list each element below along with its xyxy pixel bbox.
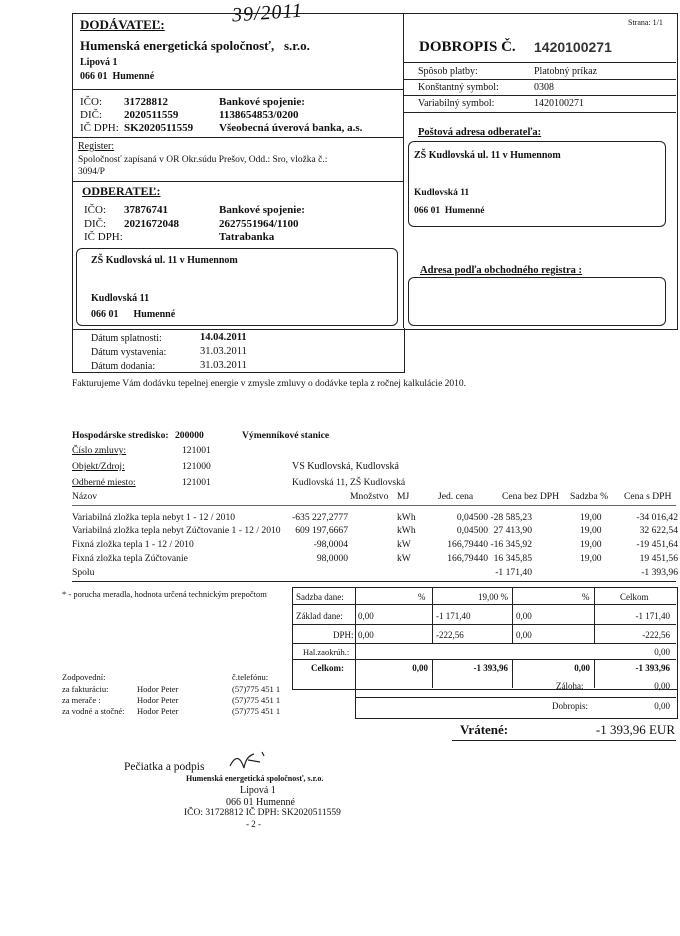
sum-0: 0,00	[412, 663, 428, 673]
vat-base-19: -1 171,40	[436, 611, 471, 621]
item-row	[72, 512, 678, 524]
refund-label: Vrátené:	[460, 722, 509, 737]
rounding-value: 0,00	[654, 647, 670, 657]
customer-heading: ODBERATEĽ:	[82, 184, 161, 198]
supplier-bank-label: Bankové spojenie:	[219, 96, 305, 108]
item-gross: 32 622,54	[639, 525, 678, 536]
vat-base-other: 0,00	[516, 611, 532, 621]
item-net: 27 413,90	[493, 525, 532, 536]
issue-label: Dátum vystavenia:	[91, 347, 167, 358]
postal-heading: Poštová adresa odberateľa:	[418, 127, 542, 138]
supplier-icdph-label: IČ DPH:	[80, 122, 119, 134]
advance-value: 0,00	[654, 681, 670, 691]
item-net: 16 345,85	[493, 553, 532, 564]
col-rate: Sadzba %	[570, 491, 609, 502]
center-name: Výmenníkové stanice	[242, 430, 330, 441]
delivery-date: 31.03.2011	[200, 360, 247, 371]
object-name: VS Kudlovská, Kudlovská	[292, 461, 399, 472]
customer-ico: 37876741	[124, 204, 168, 216]
responsible-person: Hodor Peter	[137, 695, 179, 705]
col-qty: Množstvo	[350, 491, 389, 502]
total-gross: -1 393,96	[641, 567, 678, 578]
total-net: -1 171,40	[495, 567, 532, 578]
responsible-phone: (57)775 451 1	[232, 684, 281, 694]
supplier-ico-label: IČO:	[80, 96, 102, 108]
item-qty: 98,0000	[316, 553, 348, 564]
item-name: Variabilná zložka tepla nebyt Zúčtovanie 1 - 12 / 2010	[72, 525, 281, 536]
vat-base-total: -1 171,40	[635, 611, 670, 621]
delivery-label: Dátum dodania:	[91, 361, 156, 372]
supplier-ico: 31728812	[124, 96, 168, 108]
sum-19: -1 393,96	[473, 663, 508, 673]
handwritten-note: 39/2011	[231, 0, 304, 27]
supplier-icdph: SK2020511559	[124, 122, 194, 134]
item-row	[72, 553, 678, 565]
contract-label: Číslo zmluvy:	[72, 445, 127, 456]
supplier-dic: 2020511559	[124, 109, 179, 121]
item-unit: kW	[397, 553, 411, 564]
intro-text: Fakturujeme Vám dodávku tepelnej energie v zmysle zmluvy o dodávke tepla z ročnej kalkulácie 2010.	[72, 379, 467, 389]
register-label: Register:	[78, 141, 115, 152]
payment-value: Platobný príkaz	[534, 66, 598, 77]
total-label: Spolu	[72, 567, 95, 578]
item-name: Fixná zložka tepla 1 - 12 / 2010	[72, 539, 194, 550]
footnote: * - porucha meradla, hodnota určená technickým prepočtom	[62, 589, 267, 599]
due-label: Dátum splatnosti:	[91, 333, 162, 344]
items-header-row	[72, 491, 678, 503]
vat-dph-0: 0,00	[358, 630, 374, 640]
supplier-street: Lipová 1	[80, 57, 118, 68]
item-row	[72, 539, 678, 551]
responsible-role: za merače :	[62, 695, 101, 705]
var-value: 1420100271	[534, 98, 584, 109]
item-row	[72, 525, 678, 537]
vat-dph-label: DPH:	[333, 630, 354, 640]
item-qty: -98,0004	[313, 539, 348, 550]
item-name: Variabilná zložka tepla nebyt 1 - 12 / 2010	[72, 512, 236, 523]
customer-icdph-label: IČ DPH:	[84, 231, 123, 243]
col-gross: Cena s DPH	[624, 491, 672, 502]
item-gross: 19 451,56	[639, 553, 678, 564]
item-rate: 19,00	[580, 525, 602, 536]
stamp-line-1: Humenská energetická spoločnosť, s.r.o.	[186, 774, 324, 783]
vat-dph-other: 0,00	[516, 630, 532, 640]
phone-heading: č.telefónu:	[232, 672, 269, 682]
item-unit: kWh	[397, 525, 416, 536]
var-label: Variabilný symbol:	[418, 98, 495, 109]
responsible-phone: (57)775 451 1	[232, 695, 281, 705]
items-total-row	[72, 567, 678, 579]
responsible-phone: (57)775 451 1	[232, 706, 281, 716]
issue-date: 31.03.2011	[200, 346, 247, 357]
refund-value: -1 393,96 EUR	[595, 722, 675, 737]
signature-mark	[226, 746, 272, 774]
responsible-role: za vodné a stočné:	[62, 706, 125, 716]
center-label: Hospodárske stredisko:	[72, 430, 169, 441]
postal-street: Kudlovská 11	[414, 188, 470, 198]
object-value: 121000	[182, 461, 211, 472]
rounding-label: Hal.zaokrúh.:	[303, 647, 350, 657]
place-label: Odberné miesto:	[72, 477, 136, 488]
vat-pct-2: %	[582, 592, 590, 602]
supplier-heading: DODÁVATEĽ:	[80, 17, 165, 32]
place-name: Kudlovská 11, ZŠ Kudlovská	[292, 477, 406, 488]
place-value: 121001	[182, 477, 211, 488]
col-unit-price: Jed. cena	[438, 491, 474, 502]
vat-rate-19: 19,00 %	[478, 592, 508, 602]
credit-label: Dobropis:	[552, 701, 588, 711]
advance-label: Záloha:	[556, 681, 584, 691]
sum-label: Celkom:	[311, 663, 344, 673]
contract-value: 121001	[182, 445, 211, 456]
stamp-line-3: 066 01 Humenné	[226, 797, 295, 808]
vat-base-label: Základ dane:	[296, 611, 343, 621]
customer-dic-label: DIČ:	[84, 218, 106, 230]
vat-base-0: 0,00	[358, 611, 374, 621]
customer-city: 066 01 Humenné	[91, 309, 176, 320]
due-date: 14.04.2011	[200, 332, 247, 343]
customer-dic: 2021672048	[124, 218, 179, 230]
postal-name: ZŠ Kudlovská ul. 11 v Humennom	[414, 150, 561, 161]
const-value: 0308	[534, 82, 554, 93]
register-address-heading: Adresa podľa obchodného registra :	[420, 265, 583, 276]
supplier-bank-name: Všeobecná úverová banka, a.s.	[219, 122, 363, 134]
vat-rate-label: Sadzba dane:	[296, 592, 344, 602]
stamp-line-2: Lipová 1	[240, 785, 276, 796]
register-address-box	[408, 277, 666, 326]
item-unit: kW	[397, 539, 411, 550]
item-unit-price: 0,04500	[456, 512, 488, 523]
item-rate: 19,00	[580, 553, 602, 564]
stamp-line-4: IČO: 31728812 IČ DPH: SK2020511559	[184, 808, 341, 818]
vat-dph-19: -222,56	[436, 630, 464, 640]
const-label: Konštantný symbol:	[418, 82, 499, 93]
item-unit-price: 166,79440	[447, 539, 488, 550]
item-gross: -34 016,42	[636, 512, 678, 523]
document-number: 1420100271	[534, 39, 612, 55]
col-unit: MJ	[397, 491, 410, 502]
credit-value: 0,00	[654, 701, 670, 711]
item-rate: 19,00	[580, 539, 602, 550]
col-name: Názov	[72, 491, 98, 502]
page-label: Strana: 1/1	[628, 18, 663, 27]
responsible-person: Hodor Peter	[137, 706, 179, 716]
supplier-dic-label: DIČ:	[80, 109, 102, 121]
stamp-line-5: - 2 -	[246, 819, 261, 829]
customer-bank-account: 2627551964/1100	[219, 218, 299, 230]
item-rate: 19,00	[580, 512, 602, 523]
item-qty: 609 197,6667	[295, 525, 348, 536]
customer-bank-name: Tatrabanka	[219, 231, 275, 243]
item-net: -28 585,23	[490, 512, 532, 523]
item-qty: -635 227,2777	[292, 512, 348, 523]
payment-label: Spôsob platby:	[418, 66, 478, 77]
vat-dph-total: -222,56	[642, 630, 670, 640]
register-text-1: Spoločnosť zapísaná v OR Okr.súdu Prešov, Odd.: Sro, vložka č.:	[78, 155, 328, 165]
sum-total: -1 393,96	[635, 663, 670, 673]
register-text-2: 3094/P	[78, 167, 105, 177]
stamp-label: Pečiatka a podpis	[124, 761, 205, 773]
supplier-bank-account: 1138654853/0200	[219, 109, 299, 121]
vat-total-col: Celkom	[620, 592, 649, 602]
responsible-heading: Zodpovední:	[62, 672, 106, 682]
vat-pct-0: %	[418, 592, 426, 602]
customer-ico-label: IČO:	[84, 204, 106, 216]
customer-name: ZŠ Kudlovská ul. 11 v Humennom	[91, 255, 238, 266]
document-title: DOBROPIS Č.	[419, 39, 516, 55]
postal-city: 066 01 Humenné	[414, 206, 485, 216]
sum-other: 0,00	[574, 663, 590, 673]
item-unit-price: 166,79440	[447, 553, 488, 564]
col-net: Cena bez DPH	[502, 491, 560, 502]
responsible-role: za fakturáciu:	[62, 684, 109, 694]
customer-bank-label: Bankové spojenie:	[219, 204, 305, 216]
supplier-city: 066 01 Humenné	[80, 71, 155, 82]
center-value: 200000	[175, 430, 204, 441]
item-gross: -19 451,64	[636, 539, 678, 550]
responsible-person: Hodor Peter	[137, 684, 179, 694]
supplier-name: Humenská energetická spoločnosť, s.r.o.	[80, 38, 310, 53]
item-unit-price: 0,04500	[456, 525, 488, 536]
item-unit: kWh	[397, 512, 416, 523]
customer-street: Kudlovská 11	[91, 293, 150, 304]
item-net: -16 345,92	[490, 539, 532, 550]
item-name: Fixná zložka tepla Zúčtovanie	[72, 553, 188, 564]
object-label: Objekt/Zdroj:	[72, 461, 125, 472]
